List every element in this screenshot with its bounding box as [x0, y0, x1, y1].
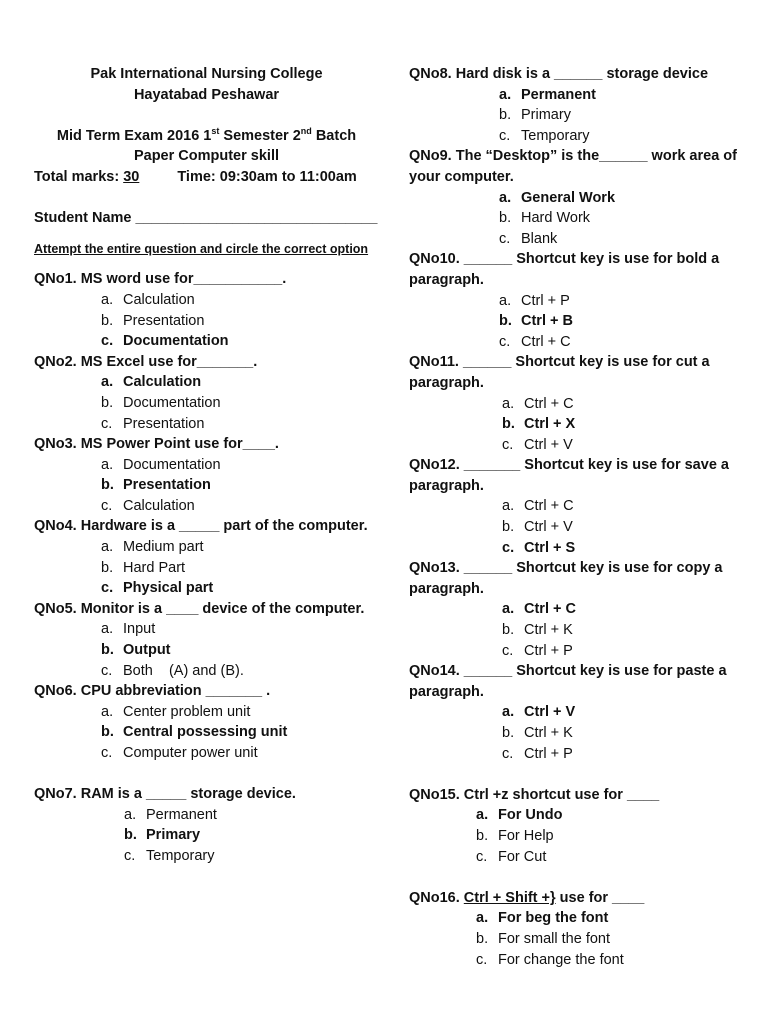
- option-text: Central possessing unit: [123, 724, 288, 741]
- option-text: Ctrl + K: [524, 725, 573, 741]
- answer-option[interactable]: [34, 578, 379, 599]
- option-text: Ctrl + P: [524, 642, 573, 659]
- option-text: Ctrl + V: [524, 704, 576, 721]
- answer-option[interactable]: [34, 475, 379, 496]
- option-text: Output: [123, 642, 171, 659]
- option-text: Presentation: [123, 477, 211, 494]
- option-letter: a.: [476, 807, 489, 824]
- question-block: [34, 516, 379, 598]
- option-letter: b.: [476, 827, 489, 844]
- answer-option[interactable]: [409, 394, 754, 415]
- option-text: Ctrl + C: [521, 333, 571, 350]
- question-block: [34, 599, 379, 681]
- answer-option[interactable]: [409, 826, 754, 847]
- question-16: [409, 888, 754, 970]
- option-letter: a.: [101, 291, 114, 308]
- question-block: [34, 784, 379, 866]
- option-letter: c.: [499, 230, 511, 247]
- answer-option[interactable]: [34, 702, 379, 723]
- answer-option[interactable]: [34, 558, 379, 579]
- student-name-field[interactable]: Student Name ______________________________: [34, 210, 378, 227]
- option-letter: a.: [499, 86, 512, 103]
- question-text: QNo5. Monitor is a ____ device of the computer.: [34, 600, 365, 617]
- option-text: Calculation: [123, 497, 195, 514]
- answer-option[interactable]: [34, 414, 379, 435]
- exam-time: Time: 09:30am to 11:00am: [177, 168, 357, 185]
- question-block: [409, 785, 754, 867]
- option-text: Presentation: [123, 312, 205, 329]
- answer-option[interactable]: [409, 414, 754, 435]
- option-text: For Cut: [498, 848, 547, 865]
- option-letter: c.: [502, 745, 514, 762]
- answer-option[interactable]: [34, 311, 379, 332]
- college-location: Hayatabad Peshawar: [133, 86, 280, 103]
- question-text: QNo11. ______ Shortcut key is use for cut a paragraph.: [409, 354, 710, 391]
- option-text: Ctrl + V: [524, 436, 573, 453]
- option-letter: b.: [101, 394, 114, 411]
- answer-option[interactable]: [34, 619, 379, 640]
- question-text: QNo6. CPU abbreviation _______ .: [34, 683, 271, 700]
- option-text: Primary: [146, 827, 201, 844]
- option-letter: c.: [101, 662, 113, 679]
- option-text: Medium part: [123, 539, 204, 556]
- option-text: Ctrl + P: [521, 292, 570, 309]
- option-letter: a.: [101, 374, 114, 391]
- option-letter: a.: [499, 189, 512, 206]
- option-text: Center problem unit: [123, 703, 251, 720]
- option-text: Ctrl + S: [524, 539, 576, 556]
- option-letter: a.: [502, 395, 515, 412]
- option-text: Ctrl + B: [521, 313, 573, 330]
- question-block: [409, 661, 754, 764]
- answer-option[interactable]: [34, 722, 379, 743]
- answer-option[interactable]: [409, 847, 754, 868]
- answer-option[interactable]: [409, 599, 754, 620]
- option-text: Ctrl + K: [524, 622, 573, 639]
- question-7: [34, 784, 379, 866]
- answer-option[interactable]: [34, 496, 379, 517]
- question-text: QNo9. The “Desktop” is the______ work area of your computer.: [409, 148, 737, 185]
- answer-option[interactable]: [409, 435, 754, 456]
- option-letter: a.: [101, 539, 114, 556]
- option-text: For change the font: [498, 951, 624, 968]
- option-letter: c.: [476, 848, 488, 865]
- marks-time-line: Total marks: 30 Time: 09:30am to 11:00am: [34, 168, 357, 185]
- option-letter: a.: [499, 292, 512, 309]
- answer-option[interactable]: [409, 188, 754, 209]
- answer-option[interactable]: [409, 641, 754, 662]
- answer-option[interactable]: [409, 229, 754, 250]
- right-question-list: [409, 64, 754, 764]
- option-letter: c.: [502, 436, 514, 453]
- option-text: Ctrl + V: [524, 519, 573, 536]
- question-text: QNo16. Ctrl + Shift +} use for ____: [409, 889, 645, 906]
- option-text: Physical part: [123, 580, 214, 597]
- option-letter: b.: [124, 827, 137, 844]
- option-letter: c.: [502, 642, 514, 659]
- option-text: Ctrl + C: [524, 601, 576, 618]
- instruction-text: Attempt the entire question and circle the correct option: [34, 241, 369, 256]
- option-text: Documentation: [123, 394, 221, 411]
- answer-option[interactable]: [409, 744, 754, 765]
- answer-option[interactable]: [409, 950, 754, 971]
- option-letter: c.: [499, 333, 511, 350]
- answer-option[interactable]: [409, 332, 754, 353]
- option-text: For small the font: [498, 930, 611, 947]
- option-letter: c.: [124, 847, 136, 864]
- option-text: Permanent: [146, 806, 217, 823]
- option-letter: a.: [502, 601, 515, 618]
- answer-option[interactable]: [409, 702, 754, 723]
- option-text: For beg the font: [498, 910, 609, 927]
- answer-option[interactable]: [34, 743, 379, 764]
- answer-option[interactable]: [34, 331, 379, 352]
- answer-option[interactable]: [409, 908, 754, 929]
- option-letter: a.: [476, 910, 489, 927]
- answer-option[interactable]: [34, 825, 379, 846]
- option-text: Computer power unit: [123, 745, 258, 761]
- question-block: [409, 146, 754, 249]
- answer-option[interactable]: [409, 208, 754, 229]
- question-text: QNo13. ______ Shortcut key is use for copy a paragraph.: [409, 560, 723, 597]
- answer-option[interactable]: [409, 496, 754, 517]
- option-letter: c.: [101, 580, 114, 597]
- answer-option[interactable]: [409, 311, 754, 332]
- question-block: [409, 64, 754, 146]
- answer-option[interactable]: [34, 640, 379, 661]
- answer-option[interactable]: [409, 126, 754, 147]
- option-letter: c.: [476, 951, 488, 968]
- question-block: [34, 352, 379, 434]
- question-15: [409, 785, 754, 867]
- answer-option[interactable]: [34, 455, 379, 476]
- answer-option[interactable]: [409, 929, 754, 950]
- left-column: [34, 64, 379, 867]
- option-text: For Help: [498, 827, 554, 844]
- option-letter: b.: [502, 725, 515, 741]
- option-letter: a.: [101, 456, 114, 473]
- question-block: [409, 455, 754, 558]
- option-letter: b.: [499, 107, 512, 124]
- question-text: QNo2. MS Excel use for_______.: [34, 353, 258, 370]
- option-letter: a.: [101, 703, 114, 720]
- question-text: QNo7. RAM is a _____ storage device.: [34, 786, 296, 803]
- option-text: Temporary: [521, 127, 590, 144]
- question-block: [409, 558, 754, 661]
- option-letter: b.: [502, 416, 515, 433]
- option-text: Hard Work: [521, 210, 591, 227]
- option-text: Both (A) and (B).: [123, 662, 244, 679]
- answer-option[interactable]: [409, 85, 754, 106]
- option-letter: b.: [502, 622, 515, 639]
- option-text: Documentation: [123, 333, 229, 350]
- option-text: Temporary: [146, 847, 215, 864]
- right-column: [409, 64, 754, 970]
- option-letter: b.: [101, 559, 114, 576]
- option-text: Hard Part: [123, 559, 186, 576]
- answer-option[interactable]: [409, 723, 754, 744]
- answer-option[interactable]: [34, 661, 379, 682]
- option-text: Presentation: [123, 415, 205, 432]
- total-marks-value: 30: [123, 168, 140, 185]
- option-text: Ctrl + P: [524, 745, 573, 762]
- answer-option[interactable]: [409, 105, 754, 126]
- paper-title: Paper Computer skill: [133, 148, 280, 165]
- option-letter: a.: [502, 704, 515, 721]
- option-letter: c.: [101, 497, 113, 514]
- option-text: Permanent: [521, 86, 596, 103]
- option-text: Ctrl + C: [524, 395, 574, 412]
- option-text: Ctrl + X: [524, 416, 576, 433]
- option-text: General Work: [521, 189, 616, 206]
- answer-option[interactable]: [34, 537, 379, 558]
- option-letter: a.: [502, 498, 515, 515]
- option-letter: c.: [502, 539, 515, 556]
- left-question-list: [34, 269, 379, 763]
- option-letter: b.: [499, 313, 512, 330]
- option-letter: b.: [476, 930, 489, 947]
- answer-option[interactable]: [34, 846, 379, 867]
- answer-option[interactable]: [409, 620, 754, 641]
- question-text: QNo1. MS word use for___________.: [34, 271, 287, 288]
- exam-title: Mid Term Exam 2016 1st Semester 2nd Batch: [56, 125, 357, 144]
- question-block: [34, 434, 379, 516]
- option-text: Input: [123, 621, 156, 638]
- option-letter: c.: [101, 745, 113, 761]
- option-list: [409, 908, 754, 970]
- option-letter: a.: [101, 621, 114, 638]
- answer-option[interactable]: [409, 291, 754, 312]
- option-letter: b.: [101, 724, 114, 741]
- option-text: Blank: [521, 230, 558, 247]
- option-text: For Undo: [498, 807, 563, 824]
- option-letter: b.: [101, 477, 114, 494]
- question-block: [409, 249, 754, 352]
- option-text: Primary: [521, 107, 571, 124]
- option-text: Documentation: [123, 456, 221, 473]
- answer-option[interactable]: [409, 517, 754, 538]
- option-text: Calculation: [123, 374, 202, 391]
- option-text: Calculation: [123, 291, 195, 308]
- answer-option[interactable]: [34, 805, 379, 826]
- option-letter: c.: [101, 333, 114, 350]
- question-text: QNo4. Hardware is a _____ part of the computer.: [34, 518, 368, 535]
- question-text: QNo14. ______ Shortcut key is use for paste a paragraph.: [409, 663, 727, 700]
- college-name: Pak International Nursing College: [90, 66, 323, 82]
- option-letter: c.: [499, 127, 511, 144]
- option-letter: b.: [499, 210, 512, 227]
- question-block: [409, 352, 754, 455]
- answer-option[interactable]: [34, 372, 379, 393]
- option-letter: b.: [101, 312, 114, 329]
- option-letter: b.: [502, 519, 515, 536]
- question-text: QNo3. MS Power Point use for____.: [34, 436, 279, 453]
- question-block: [34, 681, 379, 763]
- answer-option[interactable]: [34, 393, 379, 414]
- option-letter: b.: [101, 642, 114, 659]
- question-text: QNo8. Hard disk is a ______ storage device: [409, 66, 709, 82]
- answer-option[interactable]: [409, 538, 754, 559]
- option-text: Ctrl + C: [524, 498, 574, 515]
- question-text: QNo15. Ctrl +z shortcut use for ____: [409, 786, 660, 803]
- answer-option[interactable]: [409, 805, 754, 826]
- option-letter: a.: [124, 806, 137, 823]
- question-text: QNo12. _______ Shortcut key is use for save a paragraph.: [409, 457, 729, 494]
- question-text: QNo10. ______ Shortcut key is use for bold a paragraph.: [409, 251, 720, 288]
- question-block: [34, 269, 379, 351]
- answer-option[interactable]: [34, 290, 379, 311]
- option-letter: c.: [101, 415, 113, 432]
